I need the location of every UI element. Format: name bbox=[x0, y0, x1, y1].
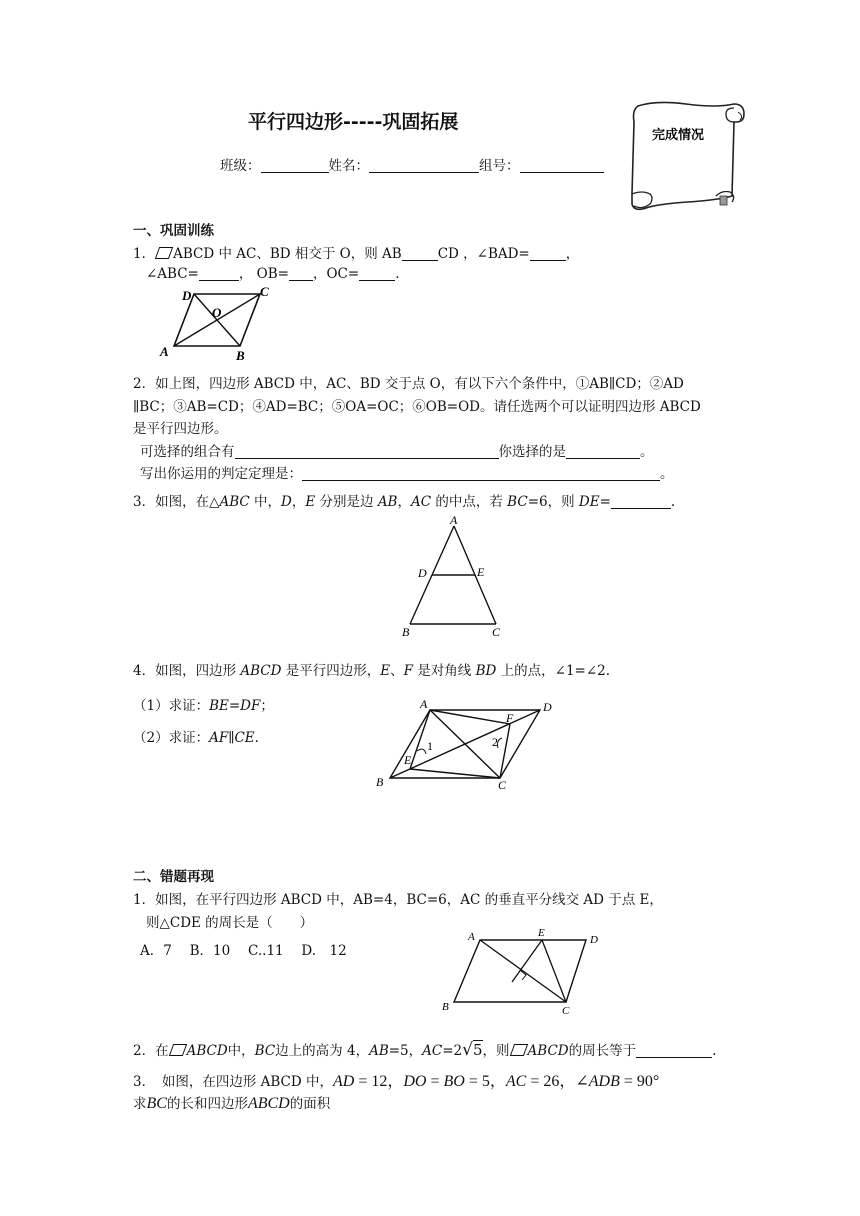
s2q1-label-D: D bbox=[590, 934, 598, 946]
q4-t2: ABCD bbox=[240, 663, 282, 679]
s2q1-line1: 1．如图，在平行四边形 ABCD 中，AB=4，BC=6，AC 的垂直平分线交 AD 于点 E， bbox=[133, 892, 663, 908]
q4-sub1-expr: BE=DF bbox=[209, 698, 261, 714]
s2q2-t6: AB bbox=[369, 1043, 389, 1059]
q1-text-a: ABCD 中 AC、BD 相交于 O，则 AB bbox=[173, 246, 402, 262]
q3-text bbox=[133, 490, 675, 510]
q3-t16: . bbox=[670, 494, 676, 510]
q2-line5-end: 。 bbox=[660, 466, 674, 482]
q2-line4-end: 。 bbox=[640, 444, 654, 460]
q3-t3: 中， bbox=[249, 494, 282, 510]
scroll-graphic bbox=[626, 100, 750, 218]
s2q3-t5: = bbox=[426, 1073, 444, 1090]
s2q2-t12: ABCD bbox=[527, 1043, 569, 1059]
q4-t4: E bbox=[380, 663, 391, 679]
s2q1-label-E: E bbox=[538, 927, 545, 939]
info-line bbox=[220, 154, 604, 174]
q2-theorem-blank[interactable] bbox=[302, 466, 660, 481]
q3-t1: 3．如图，在△ bbox=[133, 494, 220, 510]
s2q3-t8: AC bbox=[505, 1073, 527, 1090]
q3-label-B: B bbox=[402, 625, 410, 639]
q1-text-d: ∠ABC= bbox=[146, 266, 199, 282]
s2q1-label-C: C bbox=[562, 1005, 570, 1017]
class-blank[interactable] bbox=[261, 158, 329, 173]
s2q3-t1: 3． 如图，在四边形 ABCD 中， bbox=[133, 1074, 333, 1090]
s2q1-label-B: B bbox=[442, 1001, 449, 1013]
q4-t7: 是对角线 bbox=[413, 663, 476, 679]
q4-t5: 、 bbox=[390, 663, 404, 679]
q3-figure bbox=[396, 512, 512, 642]
class-label: 班级： bbox=[220, 158, 261, 174]
q4-sub1 bbox=[133, 694, 274, 714]
q4-label-A: A bbox=[420, 697, 428, 711]
s2q2-t9: =2 bbox=[442, 1043, 463, 1059]
q4-figure bbox=[370, 696, 566, 792]
s2q1-label-A: A bbox=[468, 931, 475, 943]
q3-t8: AB bbox=[377, 494, 398, 510]
q1-label-C: C bbox=[260, 284, 269, 299]
q4-t8: BD bbox=[475, 663, 497, 679]
q4-t3: 是平行四边形， bbox=[281, 663, 381, 679]
s2q3-t13: BC bbox=[146, 1095, 167, 1112]
q1-text-c: ， bbox=[565, 246, 580, 262]
q1-blank-3[interactable] bbox=[199, 266, 239, 281]
s2q2-t1: 2．在 bbox=[133, 1043, 169, 1059]
s2q3-t15: ABCD bbox=[247, 1095, 290, 1112]
s2q2-t5: 边上的高为 4， bbox=[275, 1043, 370, 1059]
scroll-label: 完成情况 bbox=[652, 127, 705, 142]
q2-line5 bbox=[140, 462, 674, 482]
q1-blank-5[interactable] bbox=[359, 266, 395, 281]
q3-t13: =6，则 bbox=[527, 494, 579, 510]
q1-blank-4[interactable] bbox=[289, 266, 313, 281]
parallelogram-icon bbox=[509, 1044, 527, 1056]
section1-heading: 一、巩固训练 bbox=[133, 223, 214, 239]
name-label: 姓名： bbox=[328, 158, 369, 174]
q1-text-g: . bbox=[395, 266, 400, 282]
s2q3-t4: DO bbox=[403, 1073, 427, 1090]
s2q2-t4: BC bbox=[254, 1043, 276, 1059]
q1-text-b: CD ，∠BAD= bbox=[437, 246, 530, 262]
q2-line1: 2．如上图，四边形 ABCD 中，AC、BD 交于点 O，有以下六个条件中，①AB∥CD；②AD bbox=[133, 376, 684, 392]
s2q3-line1 bbox=[133, 1068, 659, 1091]
q1-label-B: B bbox=[236, 348, 245, 363]
sqrt-icon: √ bbox=[462, 1040, 473, 1060]
s2q3-t10: ∠ADB bbox=[575, 1073, 620, 1090]
s2q3-t12: 求 bbox=[133, 1096, 147, 1112]
name-blank[interactable] bbox=[369, 158, 479, 173]
q4-sub1-label: （1）求证： bbox=[133, 698, 210, 714]
q4-sub2-label: （2）求证： bbox=[133, 730, 210, 746]
q4-sub2-expr: AF∥CE bbox=[209, 730, 255, 746]
s2q2-answer-blank[interactable] bbox=[636, 1043, 712, 1058]
q3-t2: ABC bbox=[219, 494, 250, 510]
s2q1-options: A．7 B．10 C..11 D. 12 bbox=[140, 943, 347, 959]
q3-t7: 分别是边 bbox=[315, 494, 378, 510]
q3-t5: ， bbox=[291, 494, 306, 510]
q1-text-f: ，OC= bbox=[312, 266, 360, 282]
q1-label-A: A bbox=[160, 344, 169, 359]
s2q2-line bbox=[133, 1039, 716, 1060]
q1-figure bbox=[150, 282, 290, 366]
q2-choice-blank[interactable] bbox=[566, 444, 640, 459]
q1-line2 bbox=[146, 262, 399, 282]
s2q2-t2: ABCD bbox=[186, 1043, 228, 1059]
s2q3-t3: = 12， bbox=[354, 1073, 404, 1090]
q4-t1: 4．如图，四边形 bbox=[133, 663, 241, 679]
q3-label-D: D bbox=[418, 566, 427, 580]
q3-label-E: E bbox=[477, 565, 485, 579]
s2q2-t8: AC bbox=[422, 1043, 443, 1059]
s2q3-t9: = 26， bbox=[526, 1073, 576, 1090]
q3-label-A: A bbox=[450, 513, 458, 527]
section2-heading: 二、错题再现 bbox=[133, 869, 214, 885]
q3-t12: BC bbox=[507, 494, 528, 510]
q2-combo-label: 可选择的组合有 bbox=[140, 444, 235, 460]
q4-t6: F bbox=[403, 663, 413, 679]
q2-theorem-label: 写出你运用的判定定理是： bbox=[140, 466, 302, 482]
page-title: 平行四边形-----巩固拓展 bbox=[248, 111, 459, 133]
q4-label-B: B bbox=[376, 775, 384, 789]
q3-t9: ， bbox=[397, 494, 411, 510]
q4-sub1-end: ； bbox=[260, 698, 274, 714]
q1-blank-1[interactable] bbox=[402, 246, 438, 261]
q3-answer-blank[interactable] bbox=[611, 494, 671, 509]
q2-line2: ∥BC；③AB=CD；④AD=BC；⑤OA=OC；⑥OB=OD。请任选两个可以证明四边形 ABCD bbox=[133, 399, 701, 415]
s2q1-figure bbox=[436, 926, 612, 1018]
s2q2-t13: 的周长等于 bbox=[568, 1043, 637, 1059]
q4-sub2 bbox=[133, 726, 259, 746]
q2-choice-label: 你选择的是 bbox=[498, 444, 566, 460]
q4-label-E: E bbox=[404, 753, 412, 767]
q1-blank-2[interactable] bbox=[530, 246, 566, 261]
s2q3-line2 bbox=[133, 1092, 330, 1113]
q2-line3: 是平行四边形。 bbox=[133, 421, 228, 437]
s2q2-t3: 中， bbox=[227, 1043, 255, 1059]
parallelogram-icon bbox=[155, 247, 173, 259]
q2-combo-blank[interactable] bbox=[235, 444, 499, 459]
q4-label-F: F bbox=[506, 711, 514, 725]
s2q3-t16: 的面积 bbox=[289, 1096, 331, 1112]
q4-label-angle1: 1 bbox=[427, 739, 433, 753]
q1-label-D: D bbox=[182, 288, 192, 303]
q3-t10: AC bbox=[410, 494, 432, 510]
q3-t14: DE bbox=[578, 494, 600, 510]
group-label: 组号： bbox=[479, 158, 520, 174]
q4-label-D: D bbox=[543, 700, 552, 714]
q1-label-O: O bbox=[212, 305, 222, 320]
q1-text-e: ， OB= bbox=[238, 266, 289, 282]
q4-sub2-end: . bbox=[254, 730, 259, 746]
q1-num: 1． bbox=[133, 246, 156, 262]
q2-line4 bbox=[140, 440, 654, 460]
s2q3-t11: = 90° bbox=[619, 1073, 660, 1090]
s2q3-t6: BO bbox=[443, 1073, 465, 1090]
s2q3-t2: AD bbox=[333, 1073, 355, 1090]
q3-t6: E bbox=[305, 494, 316, 510]
q3-t11: 的中点，若 bbox=[431, 494, 508, 510]
q4-label-angle2: 2 bbox=[492, 735, 498, 749]
q4-line1 bbox=[133, 659, 610, 679]
s2q3-t14: 的长和四边形 bbox=[166, 1096, 248, 1112]
q4-label-C: C bbox=[498, 778, 507, 792]
s2q2-t11: ，则 bbox=[482, 1043, 510, 1059]
s2q3-t7: = 5， bbox=[464, 1073, 506, 1090]
q3-t15: = bbox=[599, 494, 611, 510]
q3-t4: D bbox=[281, 494, 292, 510]
q4-t9: 上的点，∠1=∠2. bbox=[496, 663, 611, 679]
s2q2-t14: . bbox=[712, 1043, 717, 1059]
q1-line1 bbox=[133, 242, 579, 262]
s2q1-line2: 则△CDE 的周长是（ ） bbox=[146, 915, 314, 931]
group-blank[interactable] bbox=[520, 158, 604, 173]
s2q2-t7: =5， bbox=[388, 1043, 423, 1059]
s2q2-t10: 5 bbox=[473, 1041, 483, 1059]
parallelogram-icon bbox=[168, 1044, 186, 1056]
q3-label-C: C bbox=[492, 625, 501, 639]
